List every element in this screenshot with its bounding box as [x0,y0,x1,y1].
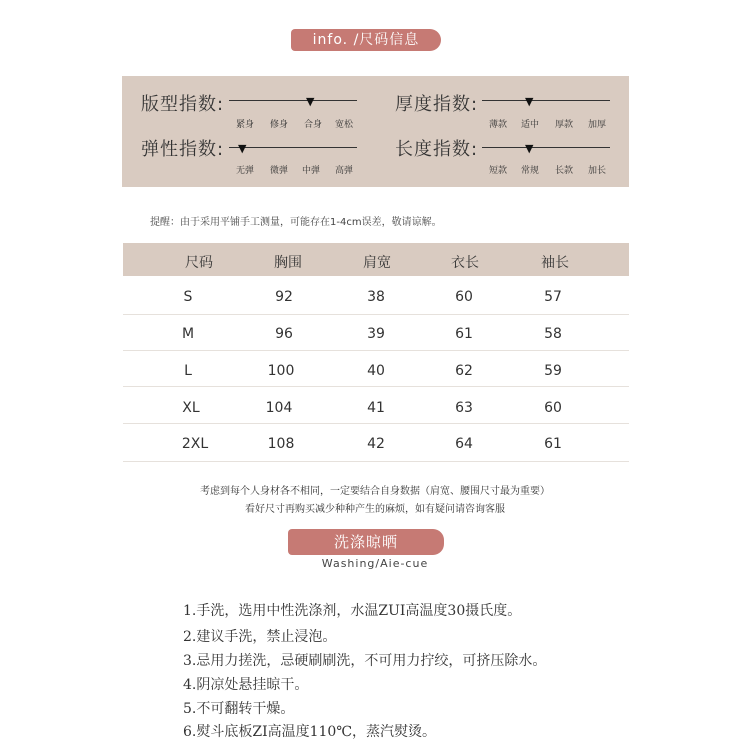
size-table-cell: 41 [367,400,385,416]
elasticity-option: 微弹 [270,166,289,176]
size-table-cell: 60 [544,400,562,416]
size-table-cell: XL [182,400,200,416]
size-table-header-cell: 肩宽 [363,255,391,271]
row-divider [123,386,629,387]
fit-index-scale [229,100,357,101]
washing-instruction: 2.建议手洗，禁止浸泡。 [183,629,337,645]
washing-instruction: 6.熨斗底板ZI高温度110℃，蒸汽熨烫。 [183,724,436,740]
length-option: 长款 [555,166,574,176]
measurement-tip: 提醒：由于采用平铺手工测量，可能存在1-4cm误差，敬请谅解。 [150,217,442,228]
fit-option: 紧身 [236,120,255,130]
size-info-banner: info. /尺码信息 [291,29,441,51]
thickness-option: 厚款 [555,120,574,130]
fit-option: 宽松 [335,120,354,130]
size-table-cell: 39 [367,326,385,342]
size-table-cell: 96 [275,326,293,342]
thickness-option: 薄款 [489,120,508,130]
size-table-cell: 61 [455,326,473,342]
thickness-index-marker: ▼ [525,95,534,108]
elasticity-option: 中弹 [302,166,321,176]
washing-instruction: 5.不可翻转干燥。 [183,701,295,717]
size-table-cell: 100 [267,363,295,379]
size-table-cell: 108 [267,436,295,452]
length-index-marker: ▼ [525,142,534,155]
thickness-option: 适中 [521,120,540,130]
thickness-index-scale [482,100,610,101]
length-index-title: 长度指数: [395,139,479,160]
washing-instruction: 3.忌用力搓洗，忌硬刷刷洗，不可用力拧绞，可挤压除水。 [183,653,547,669]
elasticity-option: 高弹 [335,166,354,176]
elasticity-option: 无弹 [236,166,255,176]
row-divider [123,314,629,315]
washing-instruction: 1.手洗，选用中性洗涤剂，水温ZUI高温度30摄氏度。 [183,603,522,619]
size-table-cell: 40 [367,363,385,379]
elasticity-index-title: 弹性指数: [141,139,225,160]
thickness-index-title: 厚度指数: [395,94,479,115]
thickness-option: 加厚 [588,120,607,130]
size-note: 考虑到每个人身材各不相同，一定要结合自身数据（肩宽、腰围尺寸最为重要） [200,486,550,497]
elasticity-index-scale [229,147,357,148]
size-table-cell: 61 [544,436,562,452]
length-index-scale [482,147,610,148]
size-table-cell: 60 [455,289,473,305]
size-table-header-cell: 衣长 [451,255,479,271]
fit-index-marker: ▼ [306,95,315,108]
washing-banner: 洗涤晾晒 [288,529,444,555]
size-table-header-cell: 袖长 [541,255,569,271]
size-table-cell: 62 [455,363,473,379]
size-table-cell: 2XL [181,436,209,452]
row-divider [123,350,629,351]
size-table-cell: 92 [275,289,293,305]
fit-option: 合身 [304,120,323,130]
washing-instruction: 4.阴凉处悬挂晾干。 [183,677,309,693]
size-table-cell: 38 [367,289,385,305]
size-table-cell: 64 [455,436,473,452]
length-option: 短款 [489,166,508,176]
size-table-cell: S [183,289,193,305]
row-divider [123,461,629,462]
size-table-cell: 58 [544,326,562,342]
fit-option: 修身 [270,120,289,130]
size-table-cell: M [181,326,195,342]
fit-index-title: 版型指数: [141,94,225,115]
elasticity-index-marker: ▼ [238,142,247,155]
length-option: 常规 [521,166,540,176]
length-option: 加长 [588,166,607,176]
size-table-cell: 59 [544,363,562,379]
size-table-header-cell: 胸围 [274,255,302,271]
size-note: 看好尺寸再购买减少种种产生的麻烦，如有疑问请咨询客服 [245,504,505,515]
size-table-cell: 63 [455,400,473,416]
row-divider [123,423,629,424]
size-table-header-cell: 尺码 [185,255,213,271]
size-table-cell: 104 [265,400,293,416]
washing-subtitle: Washing/Aie-cue [321,557,429,570]
size-table-cell: 42 [367,436,385,452]
size-table-cell: L [184,363,192,379]
size-table-cell: 57 [544,289,562,305]
